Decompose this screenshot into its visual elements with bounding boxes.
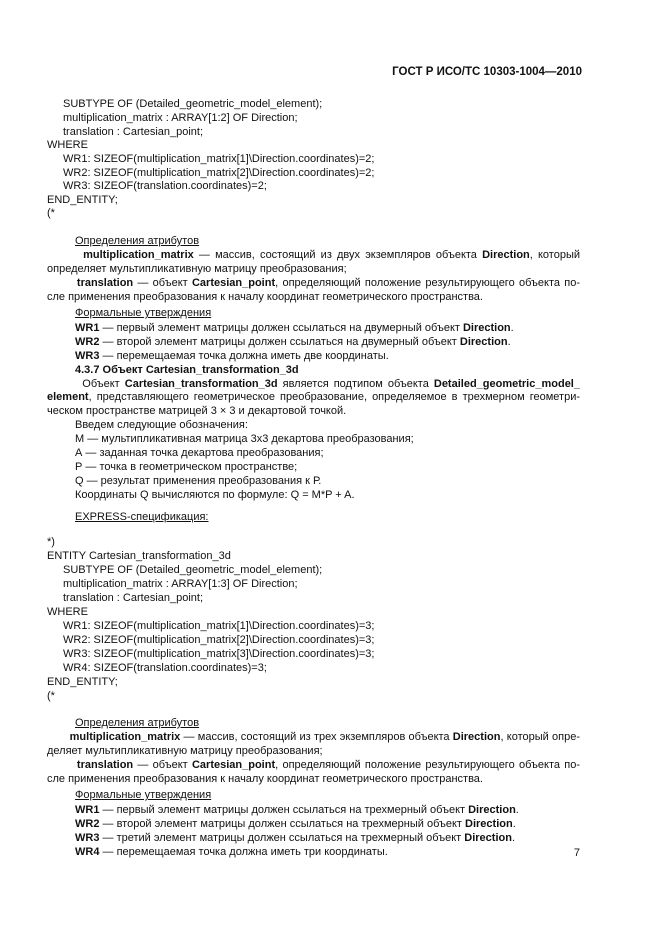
express-heading: EXPRESS-спецификация: [75,511,209,523]
code-line: multiplication_matrix : ARRAY[1:2] OF Direction; [63,112,298,124]
code-line: ENTITY Cartesian_transformation_3d [47,550,231,562]
attribute-definition: translation — объект Cartesian_point, определяющий положение результирующего объекта по- [76,277,580,289]
rules-heading: Формальные утверждения [75,789,212,801]
code-line: WHERE [47,606,88,618]
attribute-definition: multiplication_matrix — массив, состоящий из двух экземпляров объекта Direction, который [83,249,581,261]
page-number: 7 [573,847,580,859]
formula-text: Координаты Q вычисляются по формуле: Q = M*P + A. [75,489,355,501]
attribute-definition: translation — объект Cartesian_point, определяющий положение результирующего объекта по- [76,759,580,771]
rule-item: WR4 — перемещаемая точка должна иметь три координаты. [75,846,388,858]
section-paragraph: Объект Cartesian_transformation_3d является подтипом объекта Detailed_geometric_model_ [82,378,580,390]
rules-heading: Формальные утверждения [75,307,212,319]
code-line: multiplication_matrix : ARRAY[1:3] OF Direction; [63,578,298,590]
attributes-heading: Определения атрибутов [75,717,200,729]
attribute-definition-cont: определяет мультипликативную матрицу преобразования; [47,263,347,275]
code-line: (* [47,207,55,219]
notation-item: Q — результат применения преобразования к Р. [75,475,322,487]
code-line: SUBTYPE OF (Detailed_geometric_model_element); [63,564,323,576]
code-line: WR1: SIZEOF(multiplication_matrix[1]\Direction.coordinates)=3; [63,620,375,632]
code-line: (* [47,690,55,702]
code-line: WR4: SIZEOF(translation.coordinates)=3; [63,662,267,674]
section-paragraph: element, представляющего геометрическое преобразование, определяемое в трехмерном геометри- [47,391,580,403]
code-line: translation : Cartesian_point; [63,126,204,138]
rule-item: WR3 — третий элемент матрицы должен ссылаться на трехмерный объект Direction. [75,832,516,844]
code-line: WHERE [47,139,88,151]
attribute-definition-cont: сле применения преобразования к началу координат геометрического пространства. [47,773,483,785]
code-line: WR1: SIZEOF(multiplication_matrix[1]\Direction.coordinates)=2; [63,153,375,165]
attribute-definition: multiplication_matrix — массив, состоящий из трех экземпляров объекта Direction, который опре- [69,731,580,743]
notation-item: А — заданная точка декартова преобразования; [75,447,324,459]
section-paragraph: ческом пространстве матрицей 3 × 3 и декартовой точкой. [47,405,347,417]
code-line: WR3: SIZEOF(translation.coordinates)=2; [63,180,267,192]
code-line: WR2: SIZEOF(multiplication_matrix[2]\Direction.coordinates)=2; [63,167,375,179]
notation-item: М — мультипликативная матрица 3х3 декартова преобразования; [75,433,414,445]
code-line: *) [47,536,55,548]
code-line: translation : Cartesian_point; [63,592,204,604]
rule-item: WR3 — перемещаемая точка должна иметь две координаты. [75,350,389,362]
attribute-definition-cont: деляет мультипликативную матрицу преобразования; [47,745,323,757]
rule-item: WR1 — первый элемент матрицы должен ссылаться на двумерный объект Direction. [75,322,514,334]
code-line: WR2: SIZEOF(multiplication_matrix[2]\Direction.coordinates)=3; [63,634,375,646]
code-line: END_ENTITY; [47,194,118,206]
attribute-definition-cont: сле применения преобразования к началу координат геометрического пространства. [47,291,483,303]
rule-item: WR2 — второй элемент матрицы должен ссылаться на трехмерный объект Direction. [75,818,516,830]
rule-item: WR2 — второй элемент матрицы должен ссылаться на двумерный объект Direction. [75,336,511,348]
rule-item: WR1 — первый элемент матрицы должен ссылаться на трехмерный объект Direction. [75,804,519,816]
code-line: SUBTYPE OF (Detailed_geometric_model_element); [63,98,323,110]
code-line: END_ENTITY; [47,676,118,688]
section-heading: 4.3.7 Объект Cartesian_transformation_3d [75,364,299,376]
attributes-heading: Определения атрибутов [75,235,200,247]
notation-item: Р — точка в геометрическом пространстве; [75,461,298,473]
notation-intro: Введем следующие обозначения: [75,419,248,431]
code-line: WR3: SIZEOF(multiplication_matrix[3]\Direction.coordinates)=3; [63,648,375,660]
document-header: ГОСТ Р ИСО/ТС 10303-1004—2010 [392,66,582,78]
